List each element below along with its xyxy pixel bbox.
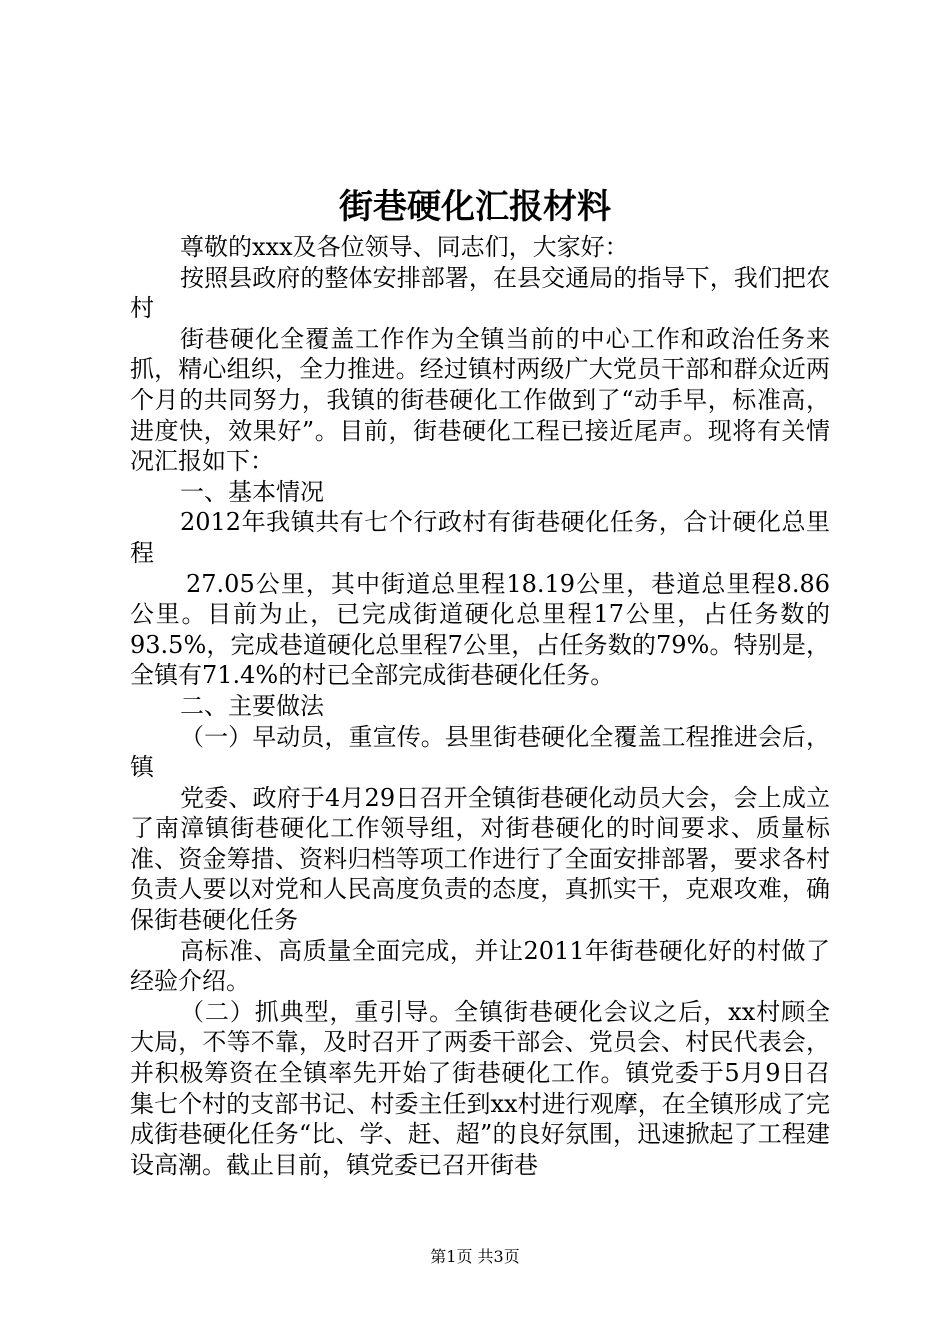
basic-situation-paragraph: 2012年我镇共有七个行政村有街巷硬化任务，合计硬化总里程 (130, 508, 830, 567)
method-one-continued-paragraph: 党委、政府于4月29日召开全镇街巷硬化动员大会，会上成立了南漳镇街巷硬化工作领导组，对街巷硬化的时间要求、质量标准、资金筹措、资料归档等项工作进行了全面安排部署，要求各村负责人要以对党和人民高度负责的态度，真抓实干，克艰攻难，确保街巷硬化任务 (130, 783, 830, 935)
mileage-paragraph: 27.05公里，其中街道总里程18.19公里，巷道总里程8.86公里。目前为止，已完成街道硬化总里程17公里，占任务数的93.5%，完成巷道硬化总里程7公里，占任务数的79%。特别是，全镇有71.4%的村已全部完成街巷硬化任务。 (130, 569, 830, 690)
document-title: 街巷硬化汇报材料 (339, 187, 611, 227)
method-one-paragraph: （一）早动员，重宣传。县里街巷硬化全覆盖工程推进会后，镇 (130, 722, 830, 782)
section-heading-basic: 一、基本情况 (180, 477, 324, 506)
page-footer: 第1页 共3页 (430, 1247, 520, 1266)
greeting-paragraph: 尊敬的xxx及各位领导、同志们，大家好： (180, 233, 629, 261)
intro-paragraph: 按照县政府的整体安排部署，在县交通局的指导下，我们把农村 (130, 263, 830, 323)
method-one-end-paragraph: 高标准、高质量全面完成，并让2011年街巷硬化好的村做了经验介绍。 (130, 936, 830, 996)
section-heading-methods: 二、主要做法 (180, 691, 324, 720)
intro-continued-paragraph: 街巷硬化全覆盖工作作为全镇当前的中心工作和政治任务来抓，精心组织，全力推进。经过镇村两级广大党员干部和群众近两个月的共同努力，我镇的街巷硬化工作做到了“动手早，标准高，进度快，效果好”。目前，街巷硬化工程已接近尾声。现将有关情况汇报如下： (130, 324, 830, 476)
method-two-paragraph: （二）抓典型，重引导。全镇街巷硬化会议之后，xx村顾全大局，不等不靠，及时召开了两委干部会、党员会、村民代表会，并积极筹资在全镇率先开始了街巷硬化工作。镇党委于5月9日召集七个村的支部书记、村委主任到xx村进行观摩，在全镇形成了完成街巷硬化任务“比、学、赶、超”的良好氛围，迅速掀起了工程建设高潮。截止目前，镇党委已召开街巷 (130, 997, 830, 1179)
document-body (130, 232, 830, 1180)
